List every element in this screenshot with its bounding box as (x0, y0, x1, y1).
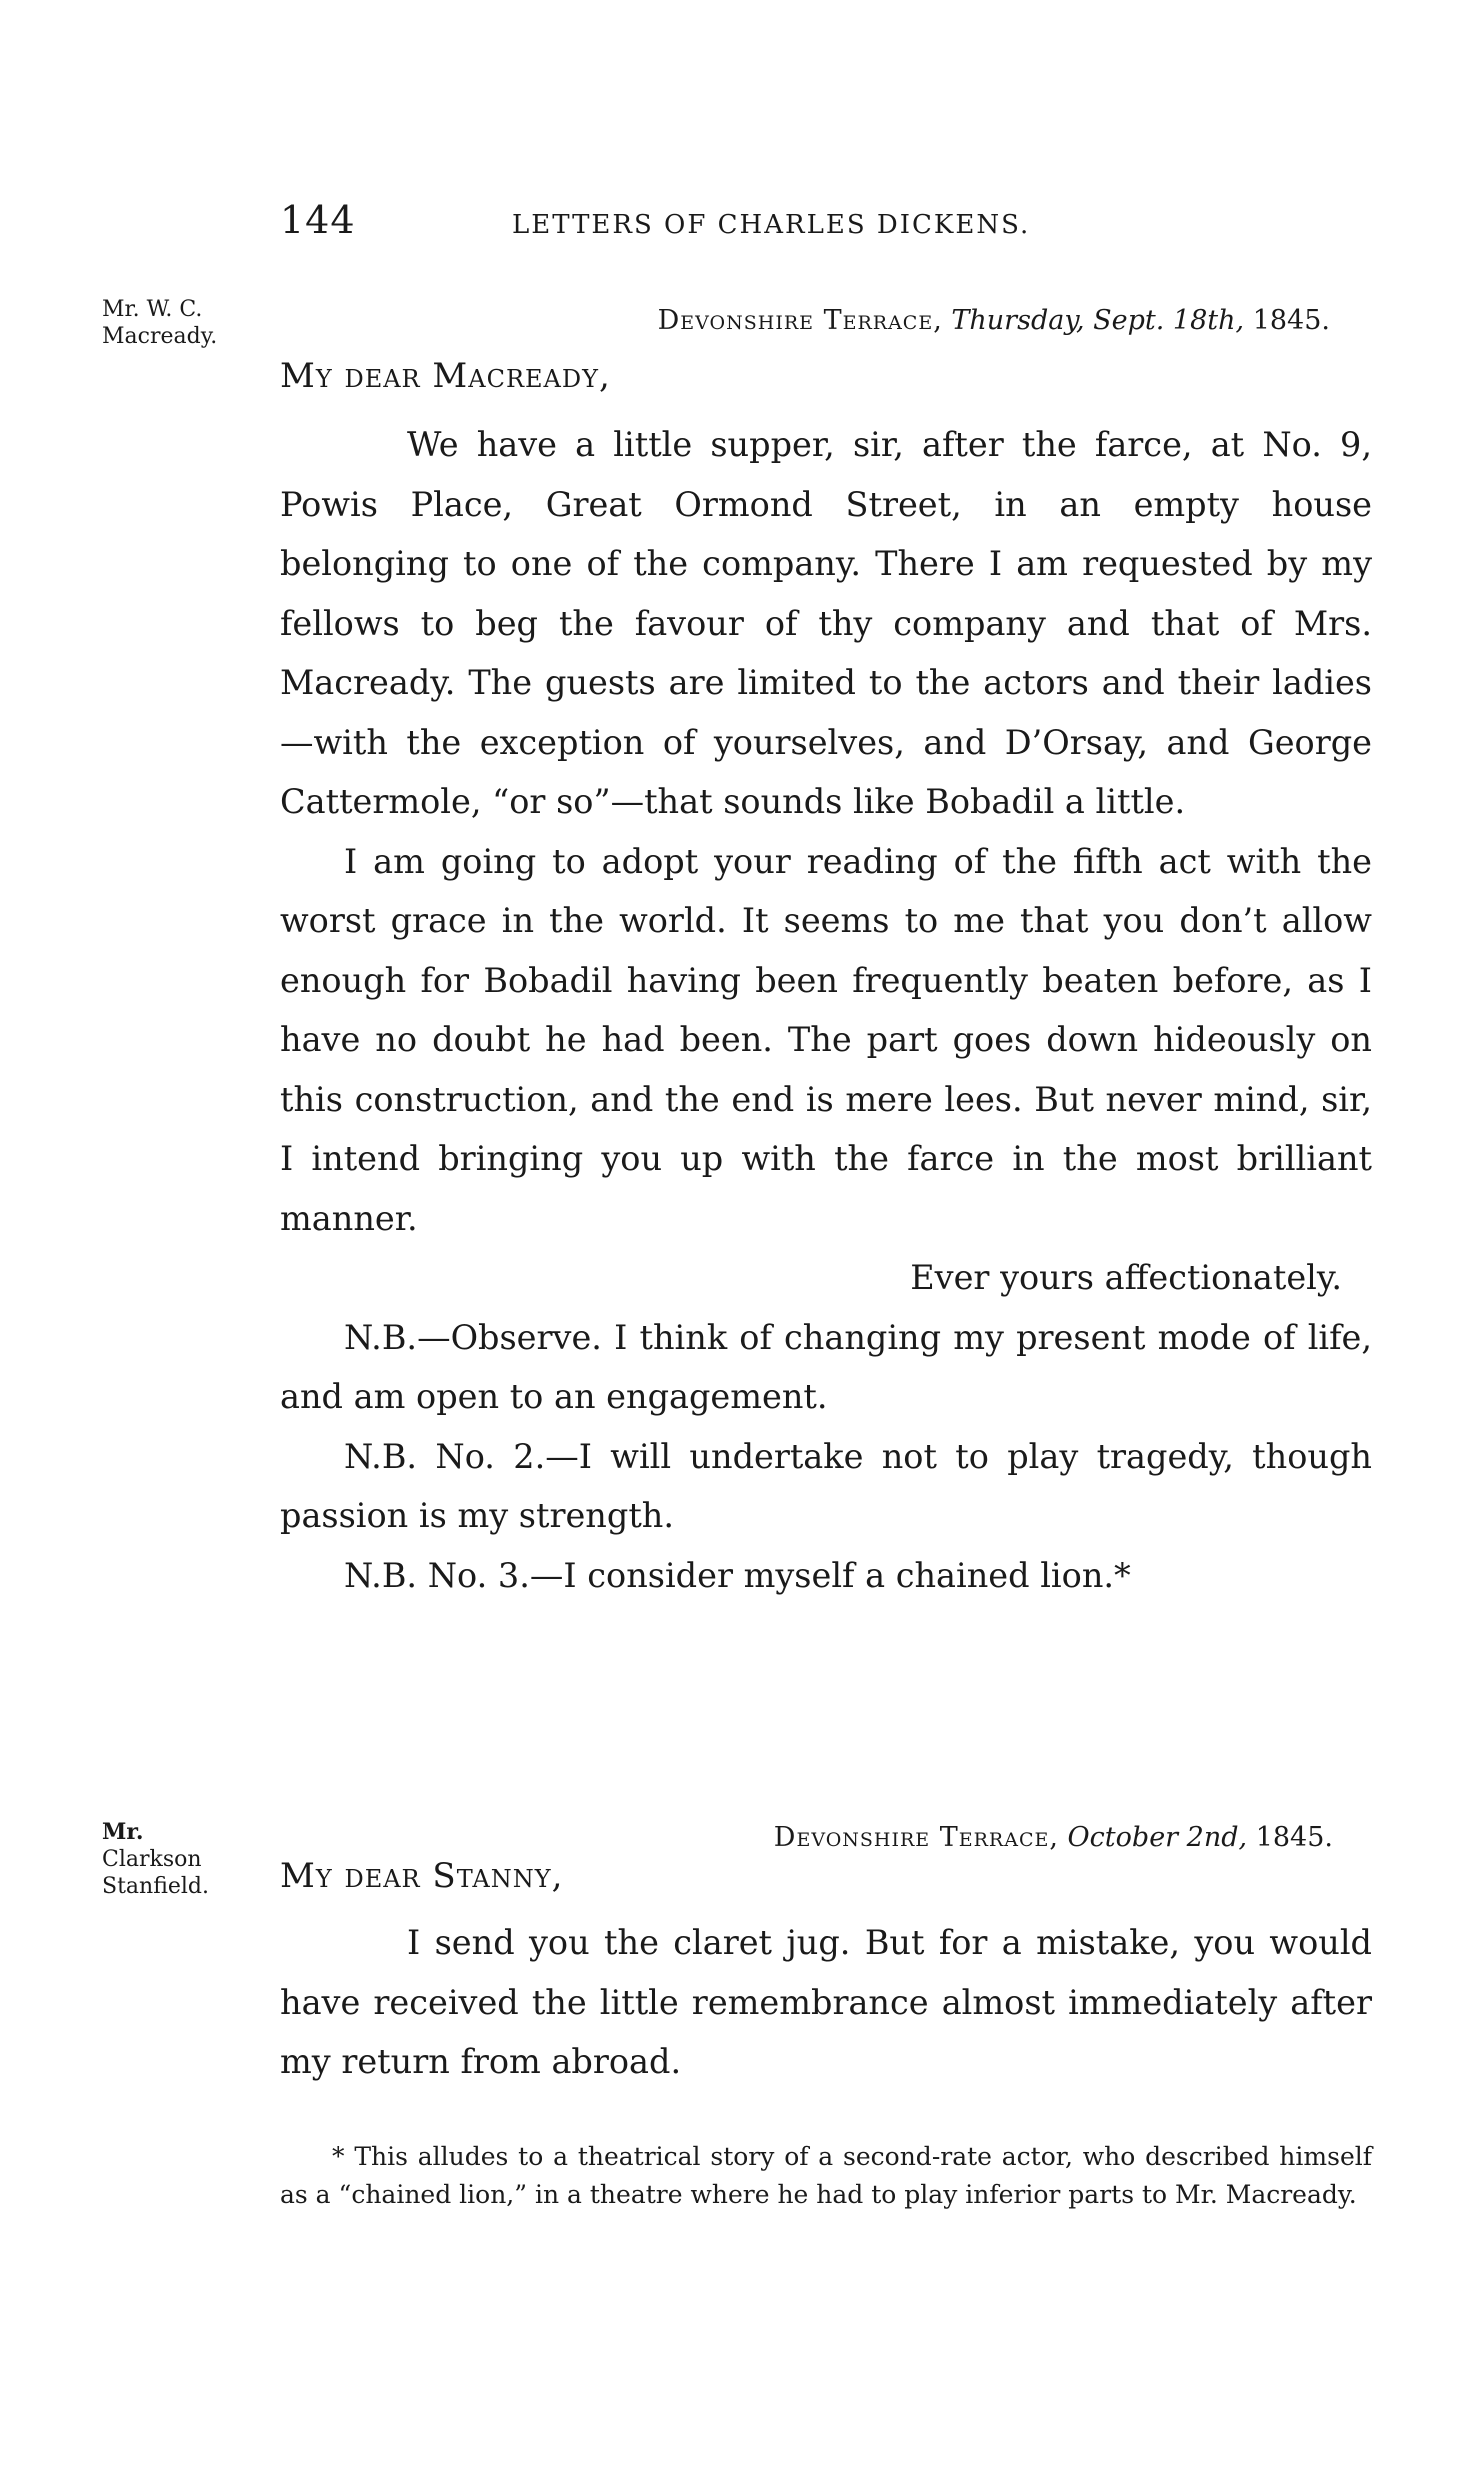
paragraph: I am going to adopt your reading of the fifth act with the worst grace in the world. It seems to me that you don’t allow enough for Bobadil having been frequently beaten before, as I have no doubt he had been. The part goes down hideously on this construction, and the end is mere lees. But never mind, sir, I intend bringing you up with the farce in the most brilliant manner. (280, 841, 1372, 1238)
running-title: LETTERS OF CHARLES DICKENS. (512, 210, 1031, 240)
margin-note-line: Macready. (102, 324, 218, 349)
margin-note-line: Mr. W. C. (102, 297, 203, 322)
dateline-place: Devonshire Terrace, (657, 305, 943, 336)
postscript: N.B.—Observe. I think of changing my present mode of life, and am open to an engagement. (280, 1317, 1372, 1416)
page-number: 144 (280, 198, 356, 242)
dateline-letter-1 (658, 305, 1330, 336)
dateline-year: 1845. (1255, 1822, 1333, 1853)
footnote-text: * This alludes to a theatrical story of a second-rate actor, who described himself as a “chained lion,” in a theatre where he had to play inferior parts to Mr. Macready. (280, 2142, 1372, 2209)
postscript: N.B. No. 2.—I will undertake not to play tragedy, though passion is my strength. (280, 1436, 1372, 1535)
salutation-letter-1: My dear Macready, (280, 356, 611, 396)
letter-2-body (280, 1913, 1372, 2092)
margin-note-line: Clarkson (102, 1847, 202, 1872)
margin-note-line: Stanfield. (102, 1874, 210, 1899)
letter-1-body (280, 415, 1372, 1605)
postscript: N.B. No. 3.—I consider myself a chained lion.* (344, 1555, 1131, 1595)
margin-note-line: Mr. (102, 1819, 144, 1845)
footnote (280, 2138, 1372, 2213)
dateline-letter-2 (774, 1822, 1333, 1853)
dateline-date: October 2nd, (1067, 1822, 1248, 1853)
margin-note-recipient-stanfield (102, 1819, 209, 1900)
dateline-place: Devonshire Terrace, (773, 1822, 1059, 1853)
signoff: Ever yours affectionately. (910, 1258, 1342, 1297)
paragraph: I send you the claret jug. But for a mistake, you would have received the little remembrance almost immediately after my return from abroad. (280, 1923, 1372, 2081)
salutation-letter-2: My dear Stanny, (280, 1856, 564, 1896)
dateline-date: Thursday, Sept. 18th, (951, 305, 1245, 336)
paragraph: We have a little supper, sir, after the farce, at No. 9, Powis Place, Great Ormond Street, in an empty house belonging to one of the company. There I am requested by my fellows to beg the favour of thy company and that of Mrs. Macready. The guests are limited to the actors and their ladies—with the exception of yourselves, and D’Orsay, and George Cattermole, “or so”—that sounds like Bobadil a little. (280, 425, 1372, 821)
dateline-year: 1845. (1252, 305, 1330, 336)
margin-note-recipient-macready (102, 296, 217, 350)
